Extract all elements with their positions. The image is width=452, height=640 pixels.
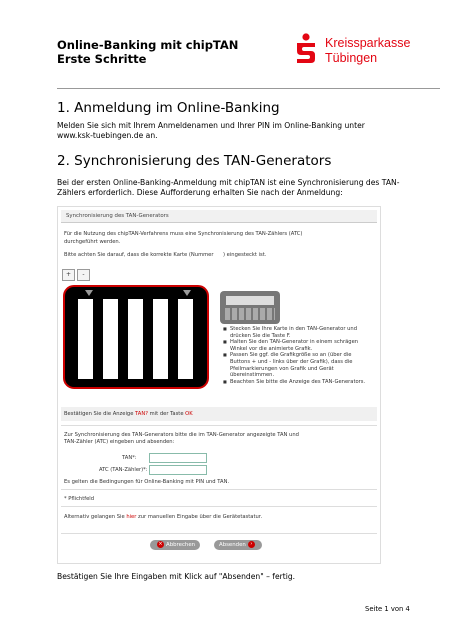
section2-text <box>57 178 412 198</box>
sync-intro-line1: Für die Nutzung des chipTAN-Verfahrens muss eine Synchronisierung des TAN-Zählers (ATC) <box>64 231 303 237</box>
zoom-out-icon: - <box>82 271 85 278</box>
flicker-bar <box>78 299 93 379</box>
sparkasse-logo-text <box>325 36 410 66</box>
instruction-item: ■ Halten Sie den TAN-Generator in einem schrägen Winkel vor die animierte Grafik. <box>223 339 373 352</box>
instruction-list <box>223 326 373 385</box>
required-note: * Pflichtfeld <box>64 496 95 502</box>
flicker-bar <box>178 299 193 379</box>
divider <box>61 489 377 490</box>
cancel-button[interactable] <box>150 540 200 550</box>
cancel-icon: × <box>158 541 163 547</box>
tan-input[interactable] <box>149 453 207 463</box>
section1-text-line2: www.ksk-tuebingen.de an. <box>57 131 158 140</box>
alternative-text-b: zur manuellen Eingabe über die Gerätetastatur. <box>138 514 263 520</box>
document-title-line1: Online-Banking mit chipTAN <box>57 38 239 52</box>
section1-text-line1: Melden Sie sich mit Ihrem Anmeldenamen und Ihrer PIN im Online-Banking unter <box>57 121 365 130</box>
submit-button[interactable] <box>214 540 262 550</box>
flicker-graphic <box>63 285 209 389</box>
instruction-item: ■ Passen Sie ggf. die Grafikgröße so an (über die Buttons + und - links über der Grafik), dass die Pfeilmarkierungen von Grafik und Gerät übereinstimmen. <box>223 352 373 378</box>
confirm-tan: TAN? <box>135 411 148 417</box>
atc-input[interactable] <box>149 465 207 475</box>
logo-name-line1: Kreissparkasse <box>325 36 411 50</box>
logo-name-line2: Tübingen <box>325 51 378 65</box>
header-divider <box>57 88 440 89</box>
confirm-ok: OK <box>185 411 193 417</box>
sync-panel-title: Synchronisierung des TAN-Generators <box>61 210 377 223</box>
divider <box>61 533 377 534</box>
card-hint-b: ) eingesteckt ist. <box>223 252 267 258</box>
page-number: Seite 1 von 4 <box>365 605 410 613</box>
submit-arrow-icon: › <box>248 541 255 548</box>
flicker-bar <box>128 299 143 379</box>
alternative-text <box>64 514 262 521</box>
submit-button-label: Absenden <box>219 542 246 548</box>
conditions-text: Es gelten die Bedingungen für Online-Banking mit PIN und TAN. <box>64 479 230 485</box>
divider <box>61 425 377 426</box>
sync-intro-line2: durchgeführt werden. <box>64 239 121 245</box>
sparkasse-logo-icon <box>294 33 318 65</box>
confirm-text-b: mit der Taste <box>149 411 184 417</box>
cancel-button-label: Abbrechen <box>166 542 196 548</box>
instruction-item: ■ Stecken Sie Ihre Karte in den TAN-Generator und drücken Sie die Taste F. <box>223 326 373 339</box>
zoom-in-button[interactable] <box>62 269 75 281</box>
card-hint-a: Bitte achten Sie darauf, dass die korrekte Karte (Nummer <box>64 252 214 258</box>
sync-instruction-line1: Zur Synchronisierung des TAN-Generators bitte die im TAN-Generator angezeigte TAN und <box>64 432 299 438</box>
right-arrow-marker-icon <box>183 290 191 296</box>
divider <box>61 506 377 507</box>
document-title <box>57 38 238 66</box>
confirm-instruction <box>64 411 193 418</box>
section2-heading: 2. Synchronisierung des TAN-Generators <box>57 153 332 169</box>
sync-instruction-line2: TAN-Zähler (ATC) eingeben und absenden: <box>64 439 175 445</box>
tan-generator-image <box>220 291 280 324</box>
manual-entry-link[interactable]: hier <box>126 514 137 520</box>
zoom-out-button[interactable] <box>77 269 90 281</box>
atc-label: ATC (TAN-Zähler)*: <box>99 467 148 473</box>
section2-text-line2: Zählers erforderlich. Diese Aufforderung erhalten Sie nach der Anmeldung: <box>57 188 343 197</box>
document-title-line2: Erste Schritte <box>57 52 147 66</box>
left-arrow-marker-icon <box>85 290 93 296</box>
tan-generator-display <box>226 296 274 305</box>
section2-text-line1: Bei der ersten Online-Banking-Anmeldung mit chipTAN ist eine Synchronisierung des TAN- <box>57 178 400 187</box>
flicker-bar <box>103 299 118 379</box>
confirm-text-a: Bestätigen Sie die Anzeige <box>64 411 134 417</box>
tan-generator-keypad <box>225 308 275 320</box>
flicker-bar <box>153 299 168 379</box>
closing-text: Bestätigen Sie Ihre Eingaben mit Klick auf "Absenden" – fertig. <box>57 572 296 581</box>
sync-page-screenshot <box>57 206 381 564</box>
zoom-in-icon: + <box>65 271 72 278</box>
section1-text <box>57 121 417 141</box>
instruction-item: ■ Beachten Sie bitte die Anzeige des TAN-Generators. <box>223 379 373 386</box>
section1-heading: 1. Anmeldung im Online-Banking <box>57 100 280 116</box>
alternative-text-a: Alternativ gelangen Sie <box>64 514 125 520</box>
tan-label: TAN*: <box>122 455 137 461</box>
